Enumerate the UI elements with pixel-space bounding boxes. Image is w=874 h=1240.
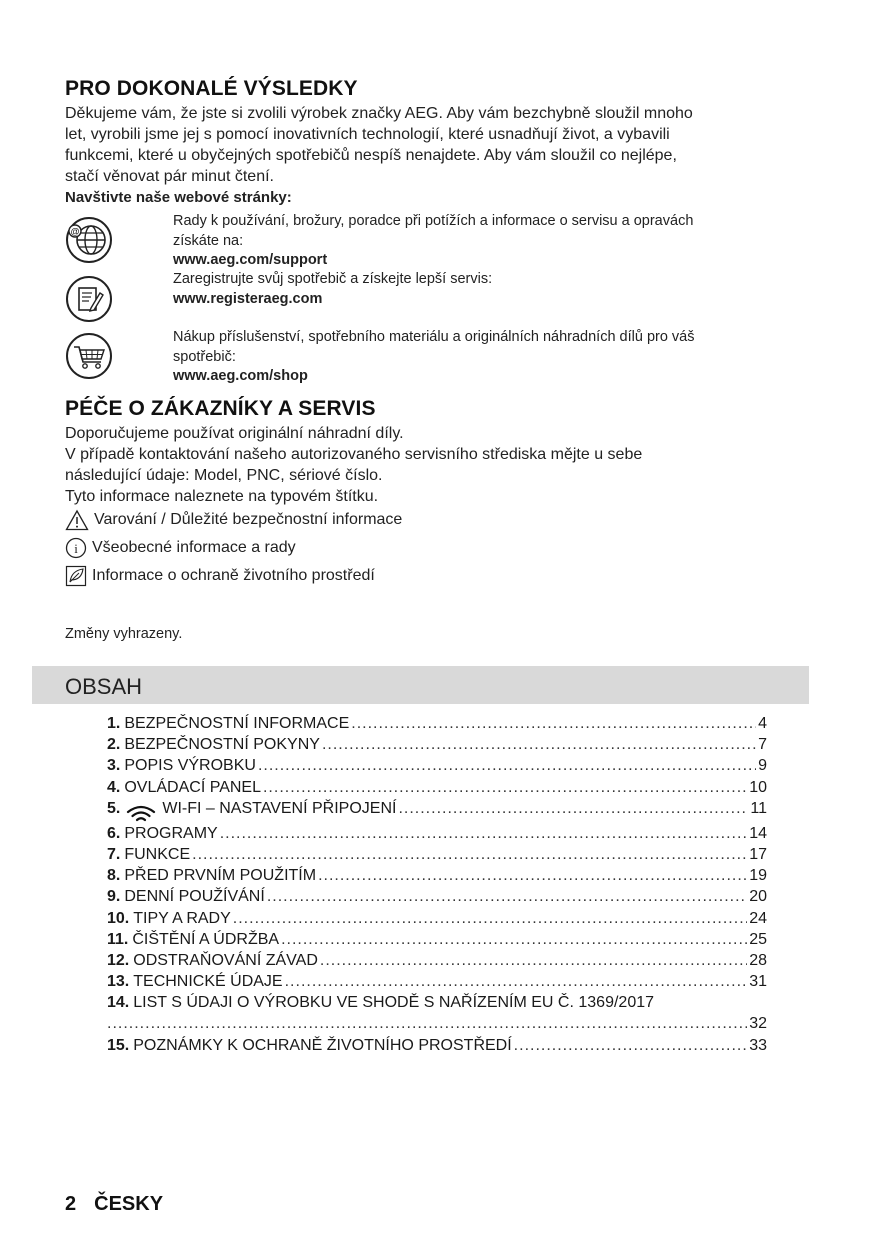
toc-label: BEZPEČNOSTNÍ INFORMACE (124, 715, 350, 732)
toc-label: POZNÁMKY K OCHRANĚ ŽIVOTNÍHO PROSTŘEDÍ (133, 1036, 512, 1054)
service-description: Nákup příslušenství, spotřebního materiálu a originálních náhradních dílů pro váš (173, 329, 695, 345)
toc-leader (267, 888, 747, 906)
service-line: Tyto informace naleznete na typovém štítku. (65, 488, 379, 505)
toc-entry[interactable] (107, 846, 767, 867)
toc-entry[interactable] (107, 715, 767, 736)
toc-entry[interactable] (107, 825, 767, 846)
toc-leader (318, 867, 747, 885)
service-description: spotřebič: (173, 348, 236, 365)
toc-page: 33 (749, 1036, 767, 1054)
toc-label: DENNÍ POUŽÍVÁNÍ (124, 888, 265, 906)
toc-leader (263, 779, 747, 797)
service-line: V případě kontaktování našeho autorizovaného servisního střediska mějte u sebe (65, 446, 643, 463)
intro-line: stačí věnovat pár minut čtení. (65, 168, 274, 185)
toc-leader (514, 1037, 748, 1055)
toc-leader (192, 846, 747, 864)
service-description: Zaregistrujte svůj spotřebič a získejte lepší servis: (173, 271, 493, 287)
toc-number: 2. (107, 736, 121, 754)
toc-leader (285, 973, 748, 991)
toc-label: BEZPEČNOSTNÍ POKYNY (124, 736, 320, 754)
toc-label: ČIŠTĚNÍ A ÚDRŽBA (132, 930, 280, 948)
toc-page: 11 (750, 799, 767, 817)
legend-text: Informace o ochraně životního prostředí (92, 567, 375, 584)
toc-number: 3. (107, 757, 121, 775)
toc-number: 5. (107, 799, 121, 817)
toc-label: OVLÁDACÍ PANEL (124, 778, 261, 796)
legend-text: Všeobecné informace a rady (92, 539, 296, 556)
toc-number: 4. (107, 778, 121, 796)
toc-number: 12. (107, 951, 130, 969)
toc-number: 11. (107, 930, 129, 948)
legend-text: Varování / Důležité bezpečnostní informace (94, 511, 403, 528)
page-footer (65, 1193, 181, 1216)
toc-label: PŘED PRVNÍM POUŽITÍM (124, 867, 317, 885)
toc-number: 9. (107, 888, 121, 906)
toc-leader (107, 1015, 747, 1033)
toc-page: 24 (749, 909, 767, 927)
toc-entry[interactable] (107, 888, 767, 909)
toc-page: 17 (749, 845, 767, 863)
toc-leader (220, 825, 748, 843)
toc-page: 7 (758, 736, 767, 754)
toc-leader (320, 952, 747, 970)
toc-leader (281, 931, 747, 949)
toc-entry[interactable] (107, 867, 767, 888)
register-icon (65, 275, 113, 323)
toc-leader (258, 757, 756, 775)
support-link[interactable]: www.aeg.com/support (173, 252, 328, 268)
globe-icon (65, 216, 113, 264)
legend-warning (65, 509, 402, 531)
toc-entry[interactable] (107, 973, 767, 994)
toc-page: 9 (758, 757, 767, 775)
toc-entry[interactable] (107, 736, 767, 757)
toc-page: 10 (749, 778, 767, 796)
toc-entry[interactable] (107, 779, 767, 800)
toc-page: 25 (749, 930, 767, 948)
info-icon (65, 537, 87, 559)
section-title-results: PRO DOKONALÉ VÝSLEDKY (65, 77, 358, 100)
changes-note: Změny vyhrazeny. (65, 626, 183, 642)
svg-text:@: @ (70, 226, 80, 237)
cart-icon (65, 332, 113, 380)
svg-text:i: i (74, 541, 78, 556)
toc-number: 1. (107, 715, 121, 732)
toc-number: 7. (107, 845, 121, 863)
toc-page: 32 (749, 1015, 767, 1033)
toc-page: 14 (749, 824, 767, 842)
service-paragraph (65, 423, 815, 507)
toc-entry[interactable] (107, 931, 767, 952)
toc-page: 28 (749, 951, 767, 969)
warning-icon (65, 509, 89, 531)
toc-label: FUNKCE (124, 845, 191, 863)
toc-label: WI-FI – NASTAVENÍ PŘIPOJENÍ (162, 799, 397, 817)
register-link[interactable]: www.registeraeg.com (173, 290, 323, 307)
toc-title: OBSAH (65, 674, 143, 699)
service-text (173, 212, 693, 271)
toc-leader (233, 910, 747, 928)
service-text (173, 270, 492, 309)
shop-link[interactable]: www.aeg.com/shop (173, 368, 308, 384)
wifi-icon (126, 805, 156, 825)
visit-label: Navštivte naše webové stránky: (65, 189, 292, 206)
intro-paragraph (65, 103, 815, 208)
leaf-icon (65, 565, 87, 587)
toc-label: LIST S ÚDAJI O VÝROBKU VE SHODĚ S NAŘÍZENÍM EU Č. 1369/2017 (133, 994, 655, 1012)
toc-entry[interactable] (107, 757, 767, 778)
section-title-service: PÉČE O ZÁKAZNÍKY A SERVIS (65, 397, 376, 420)
toc-leader (351, 715, 756, 733)
service-text (173, 328, 695, 387)
service-line: následující údaje: Model, PNC, sériové číslo. (65, 467, 383, 484)
intro-line: Děkujeme vám, že jste si zvolili výrobek značky AEG. Aby vám bezchybně sloužil mnoho (65, 105, 693, 122)
toc-label: TECHNICKÉ ÚDAJE (133, 973, 283, 991)
toc-entry[interactable] (107, 910, 767, 931)
legend-info (65, 537, 296, 559)
intro-line: funkcemi, které u obyčejných spotřebičů nespíš nenajdete. Aby vám sloužil co nejlépe, (65, 147, 677, 164)
toc-entry-continuation[interactable] (107, 1015, 767, 1036)
toc-number: 6. (107, 824, 121, 842)
service-line: Doporučujeme používat originální náhradní díly. (65, 425, 404, 442)
service-description: získáte na: (173, 232, 244, 249)
toc-leader (398, 800, 748, 818)
toc-entry[interactable] (107, 1037, 767, 1058)
legend-environment (65, 565, 375, 587)
toc-header-bar (32, 666, 809, 704)
toc-number: 14. (107, 994, 130, 1012)
table-of-contents (107, 715, 767, 1058)
toc-page: 20 (749, 888, 767, 906)
toc-label: PROGRAMY (124, 824, 218, 842)
toc-number: 10. (107, 909, 130, 927)
service-description: Rady k používání, brožury, poradce při potížích a informace o servisu a opravách (173, 213, 694, 229)
toc-number: 15. (107, 1036, 130, 1054)
toc-entry[interactable] (107, 994, 767, 1015)
toc-page: 31 (749, 973, 767, 991)
toc-label: TIPY A RADY (133, 909, 231, 927)
toc-entry[interactable] (107, 952, 767, 973)
toc-label: ODSTRAŇOVÁNÍ ZÁVAD (133, 951, 318, 969)
page-number: 2 (65, 1193, 77, 1215)
toc-leader (322, 736, 756, 754)
intro-line: let, vyrobili jsme jej s pomocí inovativních technologií, které usnadňují život, a vybavili (65, 126, 670, 143)
toc-page: 19 (749, 867, 767, 885)
toc-entry[interactable] (107, 800, 767, 825)
language-label: ČESKY (94, 1193, 164, 1215)
toc-page: 4 (758, 715, 767, 732)
toc-number: 13. (107, 973, 130, 991)
toc-number: 8. (107, 867, 121, 885)
toc-label: POPIS VÝROBKU (124, 757, 256, 775)
